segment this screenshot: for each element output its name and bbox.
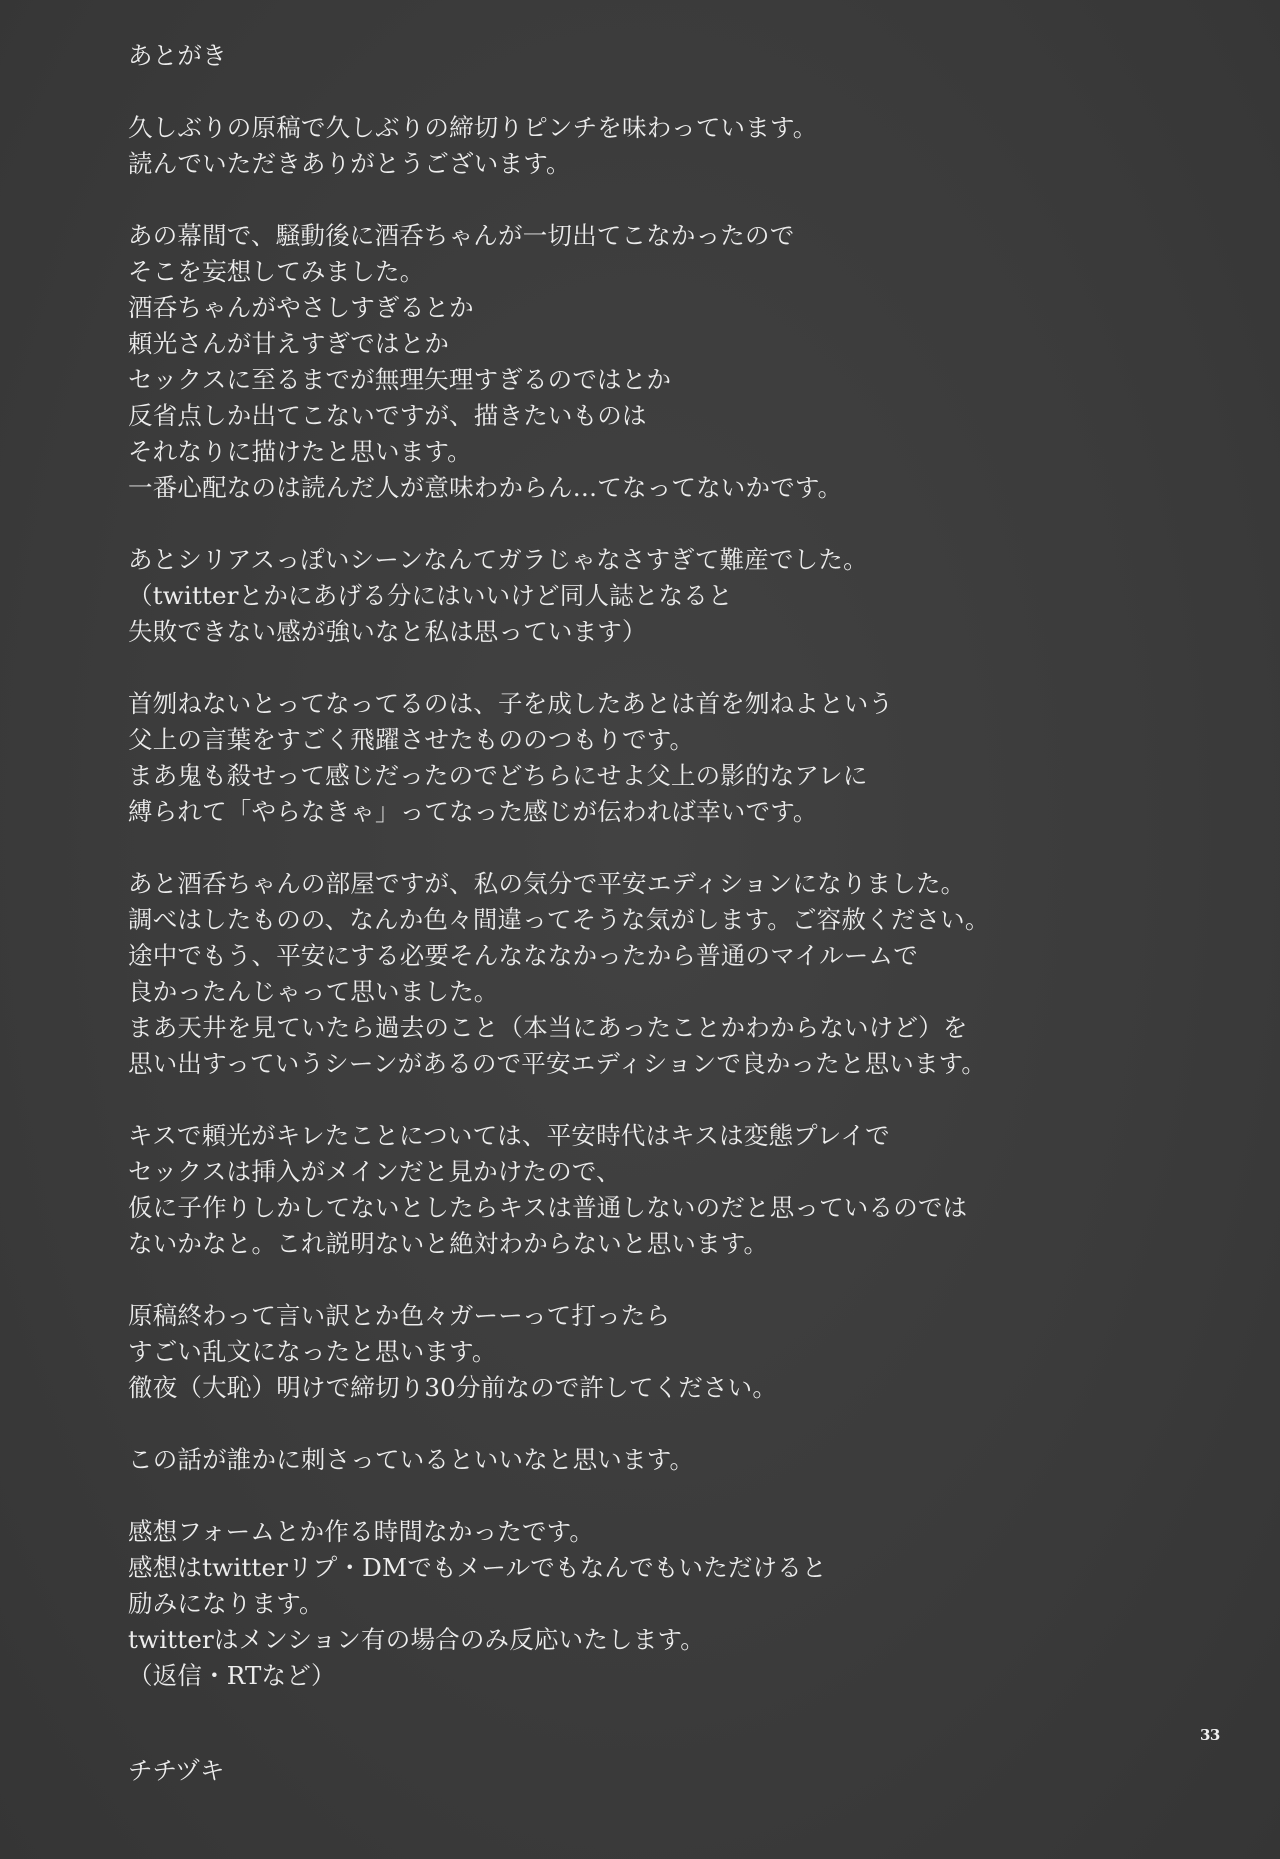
text-line: すごい乱文になったと思います。 xyxy=(128,1337,497,1366)
paragraph xyxy=(128,542,1188,650)
text-line: ないかなと。これ説明ないと絶対わからないと思います。 xyxy=(128,1229,769,1258)
text-line: セックスは挿入がメインだと見かけたので、 xyxy=(128,1157,621,1186)
text-line: 反省点しか出てこないですが、描きたいものは xyxy=(128,401,647,430)
text-line: 読んでいただきありがとうございます。 xyxy=(128,149,571,178)
author-signature: チチヅキ xyxy=(128,1756,225,1785)
paragraph xyxy=(128,1514,1188,1694)
text-line: あの幕間で、騒動後に酒呑ちゃんが一切出てこなかったので xyxy=(128,221,795,250)
text-line: まあ天井を見ていたら過去のこと（本当にあったことかわからないけど）を xyxy=(128,1013,968,1042)
text-line: 思い出すっていうシーンがあるので平安エディションで良かったと思います。 xyxy=(128,1049,987,1078)
text-line: 調べはしたものの、なんか色々間違ってそうな気がします。ご容赦ください。 xyxy=(128,905,990,934)
text-line: 久しぶりの原稿で久しぶりの締切りピンチを味わっています。 xyxy=(128,113,818,142)
paragraph xyxy=(128,110,1188,182)
text-line: 仮に子作りしかしてないとしたらキスは普通しないのだと思っているのでは xyxy=(128,1193,968,1222)
paragraph xyxy=(128,1118,1188,1262)
text-line: 一番心配なのは読んだ人が意味わからん…てなってないかです。 xyxy=(128,473,843,502)
paragraph xyxy=(128,1442,1188,1478)
text-line: 徹夜（大恥）明けで締切り30分前なので許してください。 xyxy=(128,1373,778,1402)
text-line: あとシリアスっぽいシーンなんてガラじゃなさすぎて難産でした。 xyxy=(128,545,868,574)
page-title: あとがき xyxy=(128,41,227,70)
text-line: twitterはメンション有の場合のみ反応いたします。 xyxy=(128,1625,705,1654)
text-line: 失敗できない感が強いなと私は思っています） xyxy=(128,617,647,646)
text-line: まあ鬼も殺せって感じだったのでどちらにせよ父上の影的なアレに xyxy=(128,761,868,790)
paragraph xyxy=(128,866,1188,1082)
text-line: この話が誰かに刺さっているといいなと思います。 xyxy=(128,1445,695,1474)
text-line: （twitterとかにあげる分にはいいけど同人誌となると xyxy=(128,581,733,610)
paragraph xyxy=(128,1298,1188,1406)
text-line: （返信・RTなど） xyxy=(128,1661,336,1690)
text-line: それなりに描けたと思います。 xyxy=(128,437,472,466)
text-line: 励みになります。 xyxy=(128,1589,324,1618)
text-line: セックスに至るまでが無理矢理すぎるのではとか xyxy=(128,365,672,394)
text-line: 原稿終わって言い訳とか色々ガーーって打ったら xyxy=(128,1301,671,1330)
text-line: キスで頼光がキレたことについては、平安時代はキスは変態プレイで xyxy=(128,1121,890,1150)
text-line: 途中でもう、平安にする必要そんなななかったから普通のマイルームで xyxy=(128,941,918,970)
page-number: 33 xyxy=(1200,1726,1220,1744)
paragraph-list xyxy=(128,110,1188,1694)
text-line: 感想フォームとか作る時間なかったです。 xyxy=(128,1517,595,1546)
text-line: 酒呑ちゃんがやさしすぎるとか xyxy=(128,293,474,322)
text-line: そこを妄想してみました。 xyxy=(128,257,425,286)
text-line: 感想はtwitterリプ・DMでもメールでもなんでもいただけると xyxy=(128,1553,827,1582)
paragraph xyxy=(128,686,1188,830)
afterword-body xyxy=(128,38,1188,1730)
text-line: 縛られて「やらなきゃ」ってなった感じが伝われば幸いです。 xyxy=(128,797,818,826)
text-line: 頼光さんが甘えすぎではとか xyxy=(128,329,450,358)
text-line: あと酒呑ちゃんの部屋ですが、私の気分で平安エディションになりました。 xyxy=(128,869,966,898)
text-line: 父上の言葉をすごく飛躍させたもののつもりです。 xyxy=(128,725,695,754)
paragraph xyxy=(128,218,1188,506)
text-line: 良かったんじゃって思いました。 xyxy=(128,977,499,1006)
text-line: 首刎ねないとってなってるのは、子を成したあとは首を刎ねよという xyxy=(128,689,894,718)
